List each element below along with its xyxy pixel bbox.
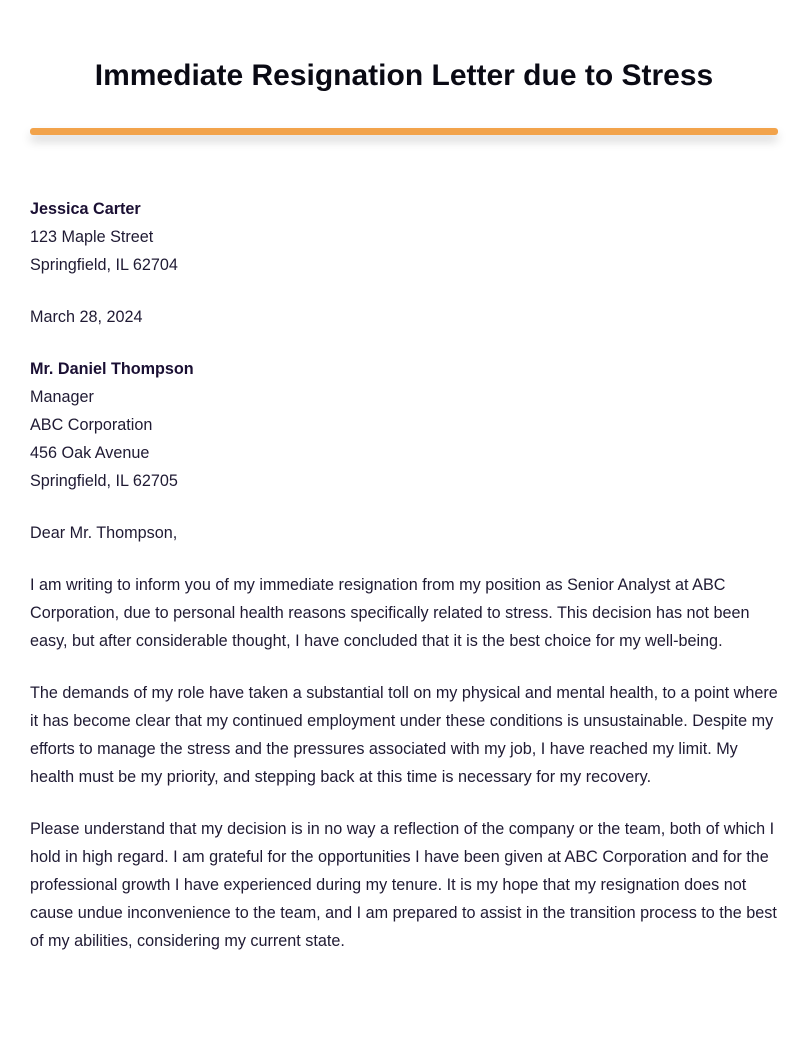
body-paragraph: The demands of my role have taken a substantial toll on my physical and mental health, to a point where it has become clear that my continued employment under these conditions is unsustainable. Despite my efforts to manage the stress and the pressures associated with my job, I have reached my limit. My health must be my priority, and stepping back at this time is necessary for my recovery. <box>30 684 778 786</box>
letter-body <box>30 195 778 979</box>
body-paragraph: I am writing to inform you of my immediate resignation from my position as Senior Analyst at ABC Corporation, due to personal health reasons specifically related to stress. This decision has not been easy, but after considerable thought, I have concluded that it is the best choice for my well-being. <box>30 576 750 650</box>
recipient-company: ABC Corporation <box>30 416 153 434</box>
recipient-city: Springfield, IL 62705 <box>30 472 178 490</box>
page-title: Immediate Resignation Letter due to Stress <box>94 59 714 92</box>
title-divider <box>30 128 778 135</box>
recipient-address <box>30 355 778 495</box>
salutation-block <box>30 519 778 547</box>
salutation: Dear Mr. Thompson, <box>30 524 178 542</box>
sender-street: 123 Maple Street <box>30 228 154 246</box>
sender-name: Jessica Carter <box>30 200 141 218</box>
recipient-position: Manager <box>30 388 94 406</box>
letter-date: March 28, 2024 <box>30 308 143 326</box>
recipient-name: Mr. Daniel Thompson <box>30 360 194 378</box>
body-paragraph: Please understand that my decision is in no way a reflection of the company or the team, both of which I hold in high regard. I am grateful for the opportunities I have been given at ABC Corporation and for the professional growth I have experienced during my tenure. It is my hope that my resignation does not cause undue inconvenience to the team, and I am prepared to assist in the transition process to the best of my abilities, considering my current state. <box>30 820 777 950</box>
letter-date-block <box>30 303 778 331</box>
sender-address <box>30 195 778 279</box>
recipient-street: 456 Oak Avenue <box>30 444 150 462</box>
sender-city: Springfield, IL 62704 <box>30 256 178 274</box>
